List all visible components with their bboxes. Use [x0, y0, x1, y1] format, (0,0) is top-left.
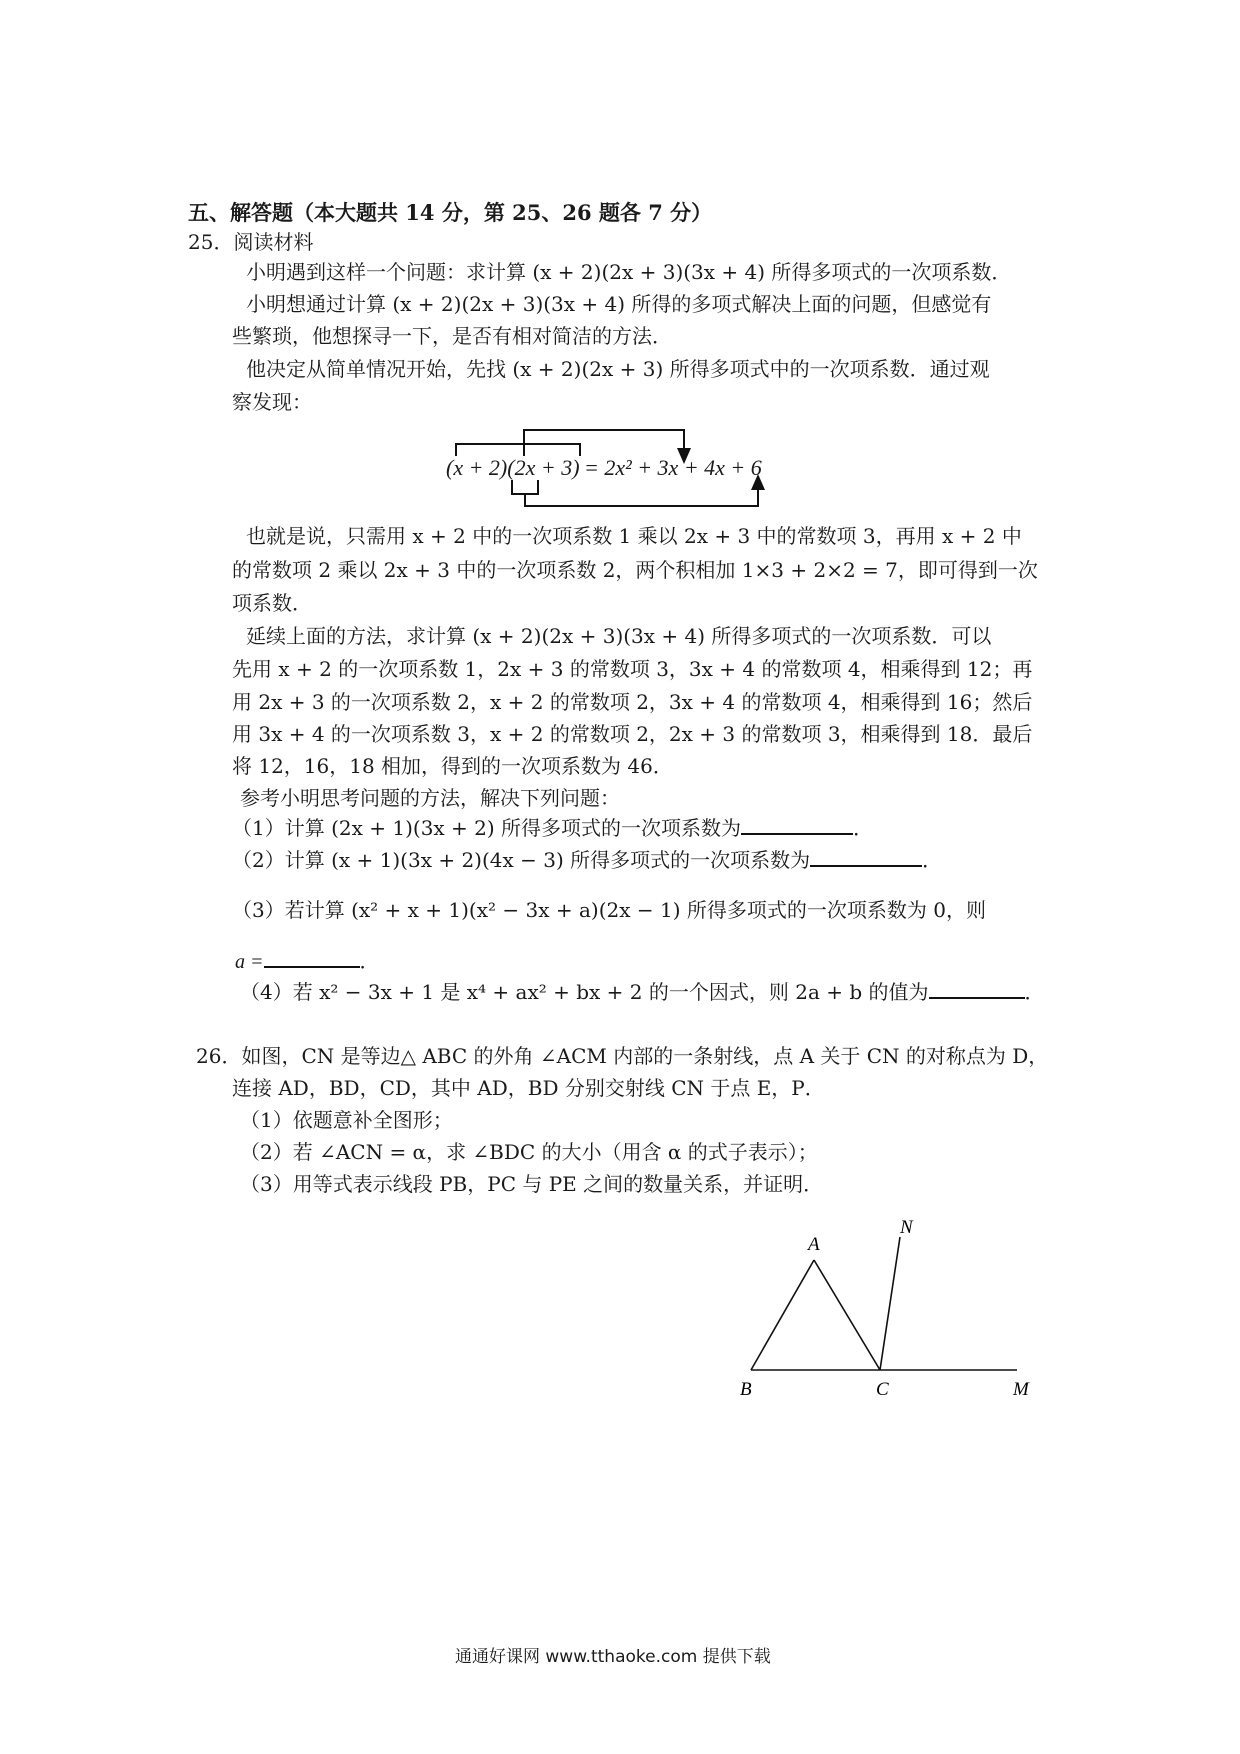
answer-blank-3[interactable] — [264, 948, 360, 968]
q25-paragraph-2b: 些繁琐，他想探寻一下，是否有相对简洁的方法． — [232, 324, 672, 348]
ray-CN — [880, 1237, 900, 1370]
diagram-lhs: (x + 2)(2x + 3) — [446, 455, 580, 480]
q26-sub-3: （3）用等式表示线段 PB，PC 与 PE 之间的数量关系，并证明． — [240, 1172, 824, 1196]
q25-paragraph-4a: 也就是说，只需用 x + 2 中的一次项系数 1 乘以 2x + 3 中的常数项 3，再用 x + 2 中 — [246, 524, 1022, 548]
footer-watermark: 通通好课网 www.tthaoke.com 提供下载 — [455, 1647, 771, 1667]
q25-sub-1 — [232, 814, 873, 842]
triangle-figure — [730, 1215, 1050, 1415]
diagram-rhs: = 2x² + 3x + 4x + 6 — [584, 455, 762, 480]
q25-paragraph-5c: 用 2x + 3 的一次项系数 2，x + 2 的常数项 2，3x + 4 的常数项 4，相乘得到 16；然后 — [232, 690, 1033, 714]
bracket-bottom-to-4x — [525, 486, 758, 506]
q25-sub-4 — [240, 978, 1045, 1006]
answer-blank-4[interactable] — [929, 979, 1025, 999]
period: ． — [922, 848, 943, 872]
label-N: N — [900, 1217, 913, 1238]
geometry-figure — [730, 1215, 1050, 1415]
section-heading: 五、解答题（本大题共 14 分，第 25、26 题各 7 分） — [188, 200, 713, 225]
answer-blank-2[interactable] — [810, 847, 922, 867]
q25-sub-3b — [235, 947, 380, 976]
expansion-diagram — [440, 422, 800, 512]
period: ． — [1024, 980, 1045, 1004]
q25-paragraph-6: 参考小明思考问题的方法，解决下列问题： — [240, 786, 620, 810]
q25-paragraph-3b: 察发现： — [232, 390, 312, 414]
q26-line-1: 26．如图，CN 是等边△ ABC 的外角 ∠ACM 内部的一条射线，点 A 关于 CN 的对称点为 D， — [196, 1044, 1049, 1068]
q25-paragraph-5d: 用 3x + 4 的一次项系数 3，x + 2 的常数项 2，2x + 3 的常数项 3，相乘得到 18．最后 — [232, 722, 1033, 746]
q25-paragraph-1: 小明遇到这样一个问题：求计算 (x + 2)(2x + 3)(3x + 4) 所得多项式的一次项系数． — [246, 260, 1012, 284]
q26-line-2: 连接 AD，BD，CD，其中 AD，BD 分别交射线 CN 于点 E，P． — [232, 1076, 825, 1100]
q25-paragraph-5b: 先用 x + 2 的一次项系数 1，2x + 3 的常数项 3，3x + 4 的常数项 4，相乘得到 12；再 — [232, 657, 1033, 681]
label-B: B — [740, 1379, 752, 1400]
q25-sub-2-text: （2）计算 (x + 1)(3x + 2)(4x − 3) 所得多项式的一次项系数为 — [232, 848, 811, 872]
label-C: C — [876, 1379, 889, 1400]
q26-sub-2: （2）若 ∠ACN = α，求 ∠BDC 的大小（用含 α 的式子表示）； — [240, 1140, 818, 1164]
q25-title: 25．阅读材料 — [188, 230, 314, 254]
q25-paragraph-2a: 小明想通过计算 (x + 2)(2x + 3)(3x + 4) 所得的多项式解决上面的问题，但感觉有 — [246, 292, 992, 316]
line-AC — [814, 1260, 880, 1370]
q25-sub-1-text: （1）计算 (2x + 1)(3x + 2) 所得多项式的一次项系数为 — [232, 816, 742, 840]
q25-paragraph-5e: 将 12，16，18 相加，得到的一次项系数为 46． — [232, 754, 673, 778]
q25-paragraph-4c: 项系数． — [232, 591, 312, 615]
q26-sub-1: （1）依题意补全图形； — [240, 1108, 453, 1132]
q25-sub-2 — [232, 846, 942, 874]
line-BA — [751, 1260, 814, 1370]
q25-sub-3b-label: a = — [235, 951, 264, 973]
q25-paragraph-3a: 他决定从简单情况开始，先找 (x + 2)(2x + 3) 所得多项式中的一次项系数．通过观 — [246, 357, 990, 381]
label-A: A — [808, 1234, 820, 1255]
answer-blank-1[interactable] — [741, 815, 853, 835]
q25-paragraph-4b: 的常数项 2 乘以 2x + 3 中的一次项系数 2，两个积相加 1×3 + 2×2 = 7，即可得到一次 — [232, 558, 1038, 582]
bracket-2-to-2x — [512, 480, 538, 494]
q25-sub-3a: （3）若计算 (x² + x + 1)(x² − 3x + a)(2x − 1) 所得多项式的一次项系数为 0，则 — [232, 898, 986, 922]
period: ． — [853, 816, 874, 840]
label-M: M — [1013, 1379, 1029, 1400]
q25-paragraph-5a: 延续上面的方法，求计算 (x + 2)(2x + 3)(3x + 4) 所得多项式的一次项系数．可以 — [246, 624, 992, 648]
q25-sub-4-text: （4）若 x² − 3x + 1 是 x⁴ + ax² + bx + 2 的一个因式，则 2a + b 的值为 — [240, 980, 929, 1004]
period: ． — [359, 949, 380, 973]
